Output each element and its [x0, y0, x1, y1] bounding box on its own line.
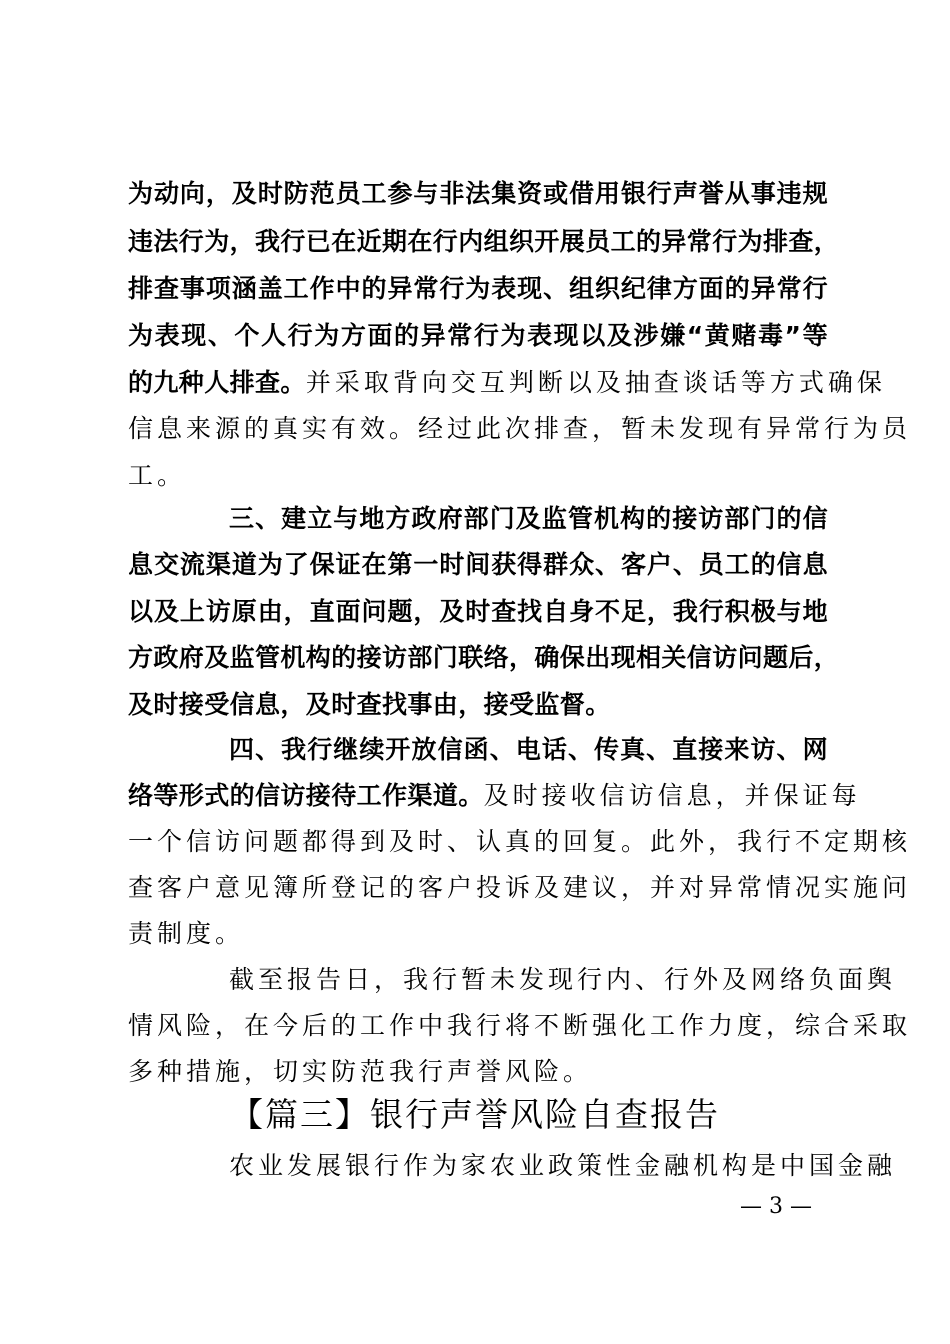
paragraph-line: 责制度。: [128, 919, 245, 948]
paragraph-line: 多种措施，切实防范我行声誉风险。: [128, 1057, 593, 1086]
paragraph-line: 四、我行继续开放信函、电话、传真、直接来访、网: [229, 735, 828, 764]
normal-text-run: 并采取背向交互判断以及抽查谈话等方式确保: [305, 368, 886, 397]
page-number: — 3 —: [740, 1194, 812, 1219]
paragraph-line-mixed: [128, 774, 861, 818]
normal-text-run: 及时接收信访信息，并保证每: [483, 781, 861, 810]
paragraph-line: 农业发展银行作为家农业政策性金融机构是中国金融: [229, 1151, 897, 1180]
paragraph-line: 及时接受信息，及时查找事由，接受监督。: [128, 690, 611, 719]
paragraph-line: 以及上访原由，直面问题，及时查找自身不足，我行积极与地: [128, 597, 828, 626]
section-heading: 【篇三】银行声誉风险自查报告: [230, 1095, 720, 1134]
paragraph-line: 查客户意见簿所登记的客户投诉及建议，并对异常情况实施问: [128, 873, 912, 902]
paragraph-line: 排查事项涵盖工作中的异常行为表现、组织纪律方面的异常行: [128, 274, 828, 303]
paragraph-line: 方政府及监管机构的接访部门联络，确保出现相关信访问题后，: [128, 643, 840, 672]
paragraph-line: 截至报告日，我行暂未发现行内、行外及网络负面舆: [229, 965, 897, 994]
paragraph-line: 违法行为，我行已在近期在行内组织开展员工的异常行为排查，: [128, 227, 840, 256]
paragraph-line: 为动向，及时防范员工参与非法集资或借用银行声誉从事违规: [128, 179, 828, 208]
paragraph-line: 为表现、个人行为方面的异常行为表现以及涉嫌“黄赌毒”等: [128, 321, 828, 350]
paragraph-line: 情风险，在今后的工作中我行将不断强化工作力度，综合采取: [128, 1011, 912, 1040]
paragraph-line: 工。: [128, 461, 187, 490]
bold-text-run: 络等形式的信访接待工作渠道。: [128, 781, 484, 810]
paragraph-line-mixed: [128, 361, 886, 405]
paragraph-line: 息交流渠道为了保证在第一时间获得群众、客户、员工的信息: [128, 550, 828, 579]
paragraph-line: 信息来源的真实有效。经过此次排查，暂未发现有异常行为员: [128, 414, 912, 443]
paragraph-line: 三、建立与地方政府部门及监管机构的接访部门的信: [229, 504, 828, 533]
paragraph-line: 一个信访问题都得到及时、认真的回复。此外，我行不定期核: [128, 827, 912, 856]
bold-text-run: 的九种人排查。: [128, 368, 306, 397]
